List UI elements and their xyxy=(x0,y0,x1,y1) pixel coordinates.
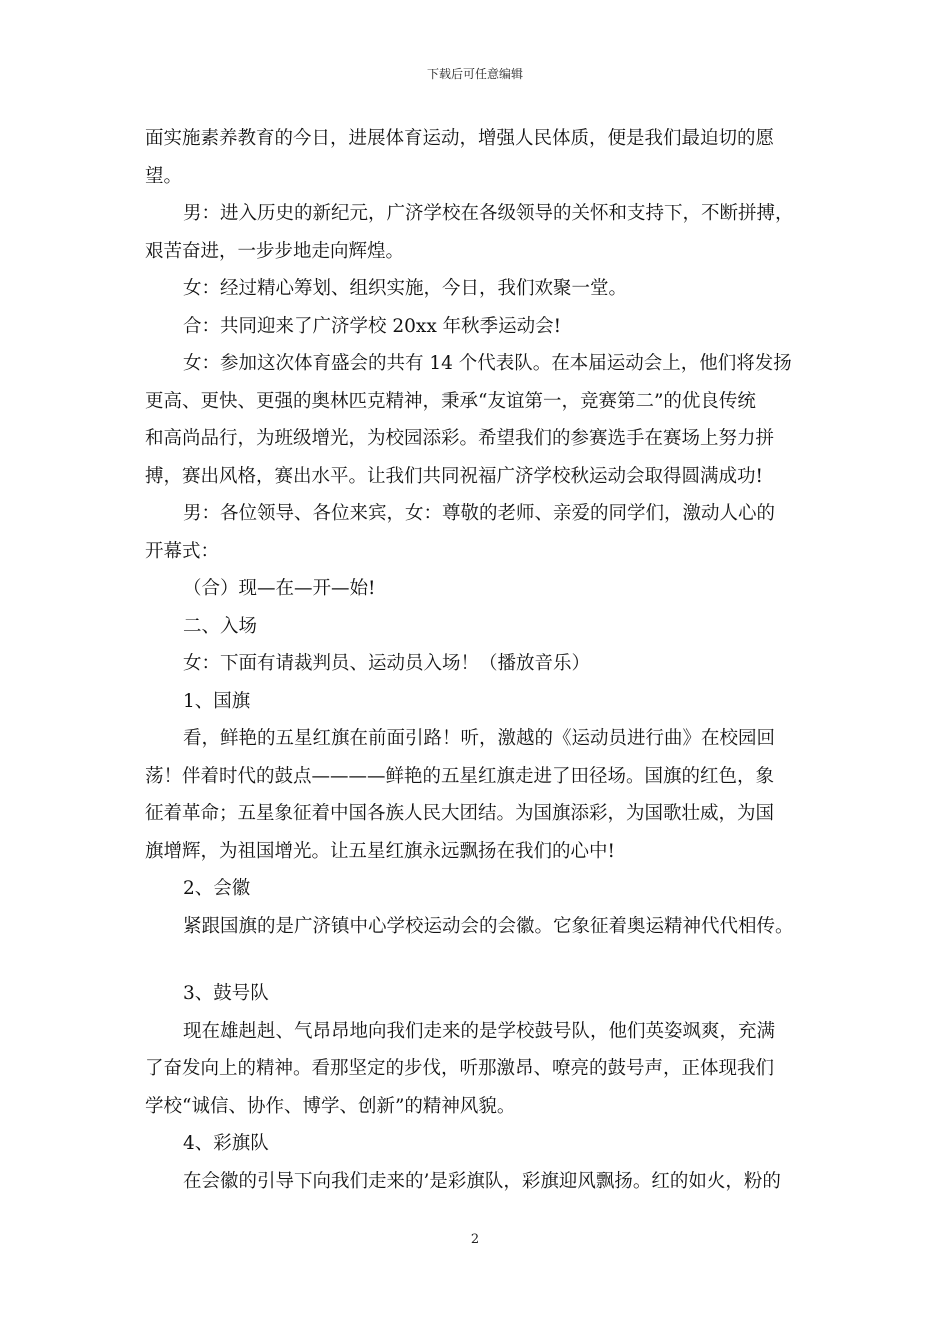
document-body xyxy=(145,120,825,1200)
text-line: 征着革命；五星象征着中国各族人民大团结。为国旗添彩，为国歌壮威，为国 xyxy=(145,803,775,824)
text-line: 面实施素养教育的今日，进展体育运动，增强人民体质，便是我们最迫切的愿 xyxy=(145,128,775,149)
text-line: 旗增辉，为祖国增光。让五星红旗永远飘扬在我们的心中! xyxy=(145,840,615,862)
text-line: 望。 xyxy=(145,165,183,187)
section-heading: 1、国旗 xyxy=(183,690,251,712)
section-heading: 4、彩旗队 xyxy=(183,1133,269,1154)
text-line: （合）现—在—开—始! xyxy=(183,578,376,599)
text-line: 更高、更快、更强的奥林匹克精神，秉承“友谊第一，竞赛第二”的优良传统 xyxy=(145,390,756,412)
text-line: 了奋发向上的精神。看那坚定的步伐，听那激昂、嘹亮的鼓号声，正体现我们 xyxy=(145,1058,775,1079)
text-line: 现在雄赳赳、气昂昂地向我们走来的是学校鼓号队，他们英姿飒爽，充满 xyxy=(183,1020,776,1042)
text-line: 紧跟国旗的是广济镇中心学校运动会的会徽。它象征着奥运精神代代相传。 xyxy=(183,915,794,937)
paragraph-gap xyxy=(145,945,825,975)
section-heading: 二、入场 xyxy=(183,615,258,637)
section-heading: 3、鼓号队 xyxy=(183,983,269,1004)
page-header: 下载后可任意编辑 xyxy=(426,67,523,81)
text-line: 合：共同迎来了广济学校 20xx 年秋季运动会! xyxy=(183,315,562,337)
text-line: 艰苦奋进，一步步地走向辉煌。 xyxy=(145,240,405,262)
text-line: 看，鲜艳的五星红旗在前面引路！听，激越的《运动员进行曲》在校园回 xyxy=(183,728,776,749)
text-line: 在会徽的引导下向我们走来的’是彩旗队，彩旗迎风飘扬。红的如火，粉的 xyxy=(183,1170,781,1192)
text-line: 搏，赛出风格，赛出水平。让我们共同祝福广济学校秋运动会取得圆满成功! xyxy=(145,465,763,487)
text-line: 男：进入历史的新纪元，广济学校在各级领导的关怀和支持下，不断拼搏， xyxy=(183,203,794,224)
text-line: 学校“诚信、协作、博学、创新”的精神风貌。 xyxy=(145,1095,516,1117)
text-line: 和高尚品行，为班级增光，为校园添彩。希望我们的参赛选手在赛场上努力拼 xyxy=(145,428,775,449)
text-line: 女：参加这次体育盛会的共有 14 个代表队。在本届运动会上，他们将发扬 xyxy=(183,353,792,374)
page-number: 2 xyxy=(470,1232,480,1247)
text-line: 女：下面有请裁判员、运动员入场！（播放音乐） xyxy=(183,653,591,674)
text-line: 男：各位领导、各位来宾，女：尊敬的老师、亲爱的同学们，激动人心的 xyxy=(183,503,776,524)
text-line: 女：经过精心筹划、组织实施，今日，我们欢聚一堂。 xyxy=(183,278,628,299)
text-line: 开幕式： xyxy=(145,540,220,562)
section-heading: 2、会徽 xyxy=(183,878,251,899)
text-line: 荡！伴着时代的鼓点————鲜艳的五星红旗走进了田径场。国旗的红色，象 xyxy=(145,765,775,787)
